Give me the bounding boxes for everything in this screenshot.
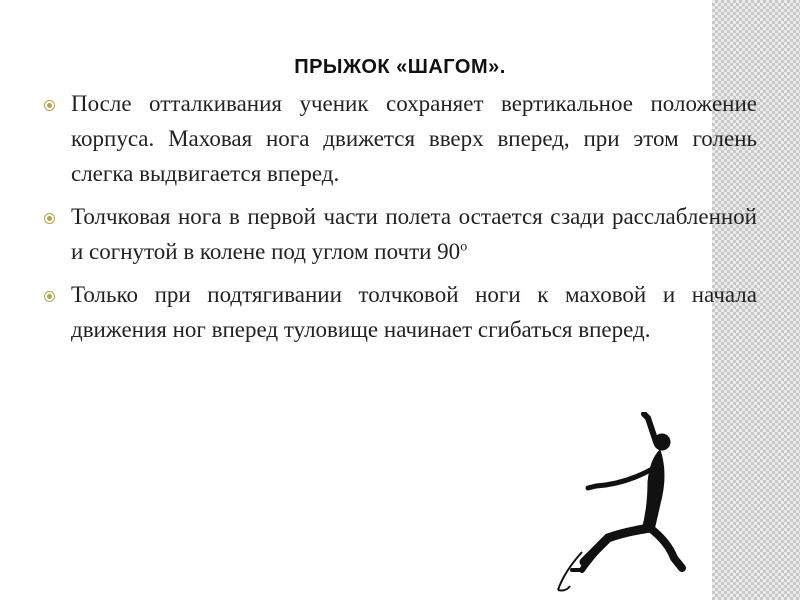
bullet-item — [44, 86, 757, 191]
bullet-list — [44, 86, 757, 355]
circle-bullet-icon — [44, 100, 55, 111]
bullet-item — [44, 199, 757, 269]
circle-bullet-icon — [44, 291, 55, 302]
degree-superscript: о — [460, 239, 468, 255]
bullet-text: После отталкивания ученик сохраняет вертикальное положение корпуса. Маховая нога движется вверх вперед, при этом голень слегка выдвигается вперед. — [71, 91, 757, 186]
bullet-text: Толчковая нога в первой части полета остается сзади расслабленной и согнутой в колене под углом почти 90 — [71, 204, 757, 264]
bullet-text: Только при подтягивании толчковой ноги к маховой и начала движения ног вперед туловище начинает сгибаться вперед. — [71, 282, 757, 342]
slide-title: ПРЫЖОК «ШАГОМ». — [294, 56, 506, 78]
circle-bullet-icon — [44, 213, 55, 224]
long-jumper-silhouette — [556, 412, 696, 597]
bullet-item — [44, 277, 757, 347]
